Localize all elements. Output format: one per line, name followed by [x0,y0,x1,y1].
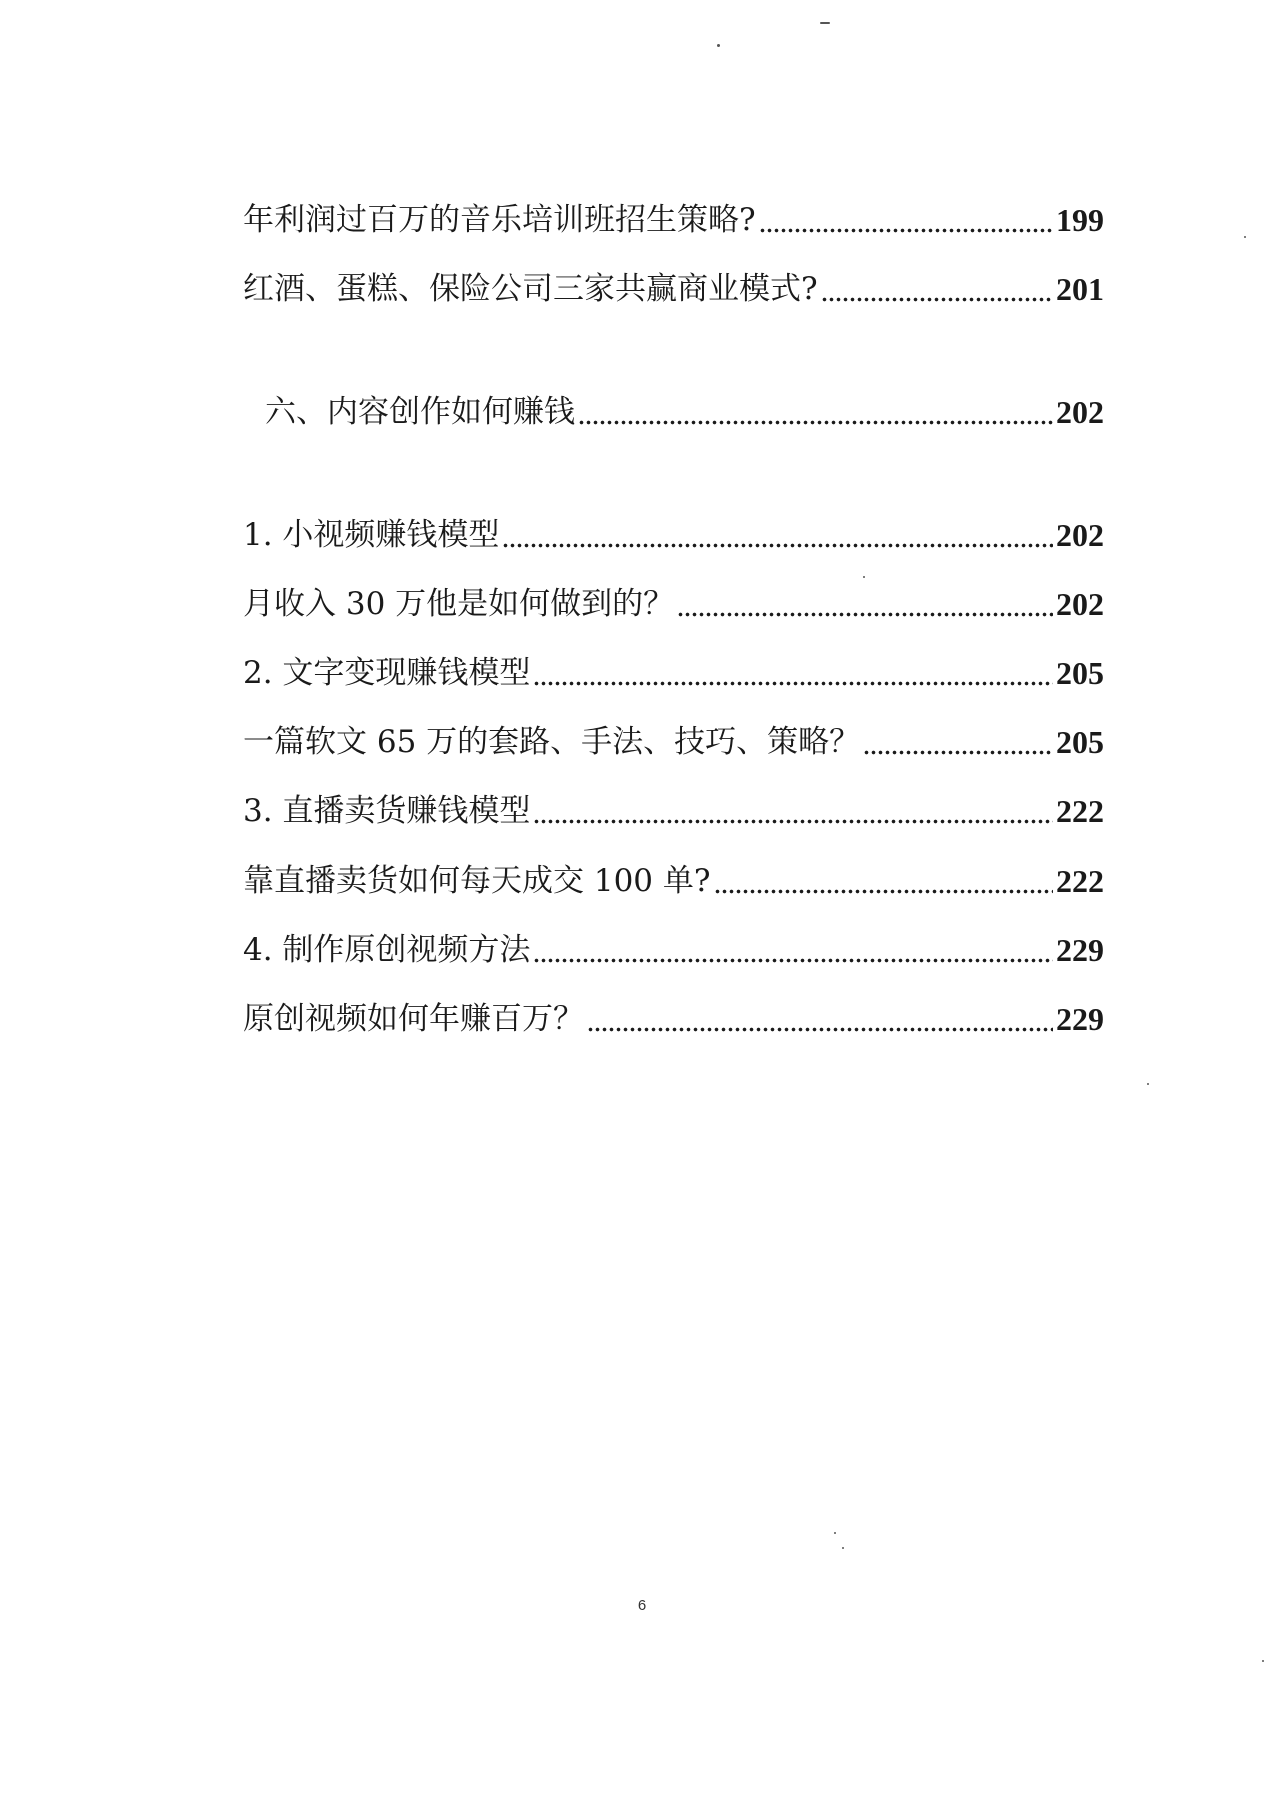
toc-entry-title: 靠直播卖货如何每天成交 100 单? [243,863,711,899]
toc-section-heading [265,388,1104,436]
toc-entry-title: 原创视频如何年赚百万？ [243,1001,584,1037]
scan-speck [717,44,720,47]
toc-entry-page: 202 [1056,394,1104,430]
toc-entry-page: 202 [1056,586,1104,622]
toc-entry [243,580,1104,628]
toc-entry-title: 一篇软文 65 万的套路、手法、技巧、策略？ [243,724,861,760]
toc-entry-title: 六、内容创作如何赚钱 [265,394,575,430]
toc-entry-title: 4. 制作原创视频方法 [243,932,531,968]
toc-entry [243,718,1104,766]
dot-leader [502,535,1053,549]
toc-entry [243,511,1104,559]
toc-entry [243,926,1104,974]
toc-entry-page: 201 [1056,271,1104,307]
toc-entry-page: 205 [1056,655,1104,691]
dot-leader [578,412,1053,426]
dot-leader [587,1019,1053,1033]
scan-speck [863,576,865,578]
scan-speck [842,1547,844,1549]
toc-entry-title: 月收入 30 万他是如何做到的？ [243,586,675,622]
scan-speck [834,1532,836,1534]
toc-entry-title: 1. 小视频赚钱模型 [243,517,500,553]
scan-speck [1262,1660,1264,1662]
toc-entry-title: 年利润过百万的音乐培训班招生策略? [243,202,756,238]
toc-entry-page: 222 [1056,793,1104,829]
toc-entry [243,649,1104,697]
scan-speck [1244,236,1246,238]
toc-entry-title: 红酒、蛋糕、保险公司三家共赢商业模式? [243,271,818,307]
toc-entry-title: 3. 直播卖货赚钱模型 [243,793,531,829]
toc-entry-page: 222 [1056,863,1104,899]
toc-entry [243,196,1104,244]
toc-entry [243,995,1104,1043]
page-number: 6 [637,1597,647,1614]
dot-leader [677,604,1053,618]
dot-leader [821,289,1053,303]
toc-entry-page: 229 [1056,932,1104,968]
toc-entry-page: 199 [1056,202,1104,238]
toc-entry [243,265,1104,313]
toc-entry-page: 229 [1056,1001,1104,1037]
toc-entry [243,787,1104,835]
toc-entry-title: 2. 文字变现赚钱模型 [243,655,531,691]
toc-entry-page: 202 [1056,517,1104,553]
scan-speck [820,22,830,24]
toc-entry-page: 205 [1056,724,1104,760]
dot-leader [714,881,1054,895]
dot-leader [863,742,1053,756]
dot-leader [533,811,1053,825]
dot-leader [759,220,1053,234]
scan-speck [1147,1083,1149,1085]
toc-entry [243,857,1104,905]
dot-leader [533,950,1053,964]
dot-leader [533,673,1053,687]
